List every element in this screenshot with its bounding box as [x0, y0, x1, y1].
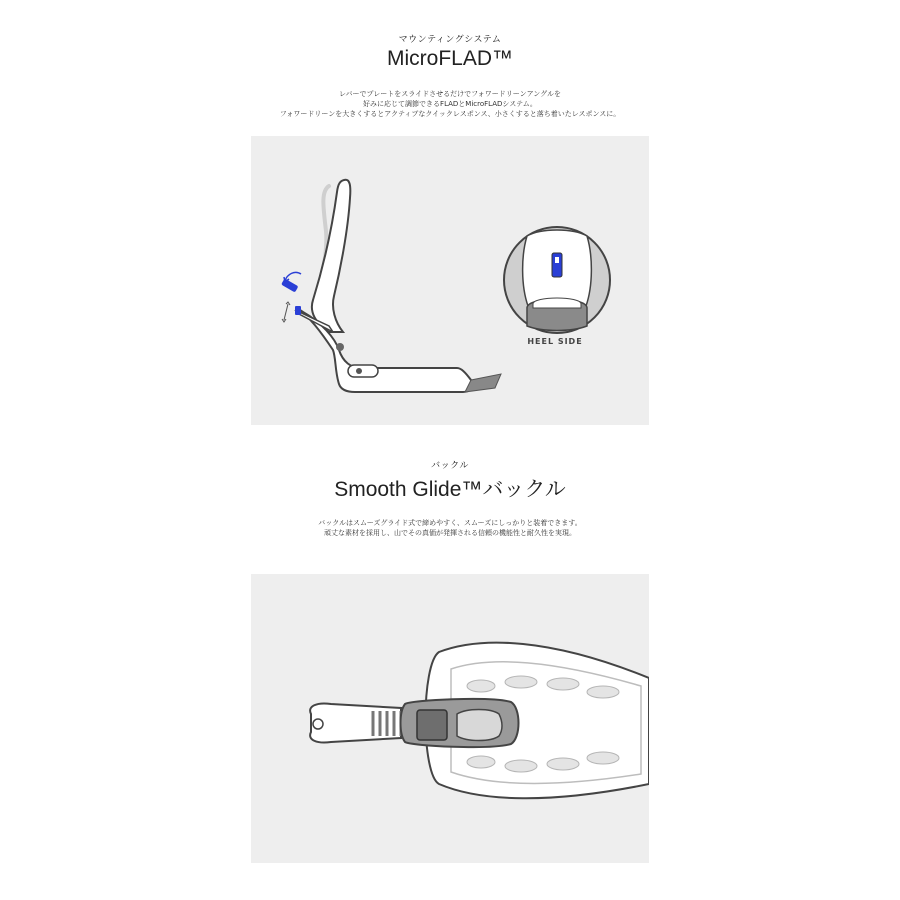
buckle-description — [0, 518, 900, 538]
microflad-description — [0, 89, 900, 119]
pivot-bolt — [336, 343, 344, 351]
binding-side-illustration — [251, 136, 649, 425]
buckle-window — [457, 710, 502, 741]
heel-side-label: HEEL SIDE — [527, 337, 583, 346]
buckle-header — [0, 458, 900, 503]
buckle-title: Smooth Glide™バックル — [334, 478, 566, 501]
ladder-hole — [313, 719, 323, 729]
buckle-illustration — [251, 574, 649, 863]
microflad-eyebrow: マウンティングシステム — [398, 35, 502, 45]
microflad-adjuster — [295, 306, 301, 315]
description-line: レバーでプレートをスライドさせるだけでフォワードリーンアングルを — [339, 90, 561, 98]
buckle-lever — [417, 710, 447, 740]
microflad-title: MicroFLAD™ — [386, 47, 513, 70]
buckle-illustration-panel — [251, 574, 649, 863]
description-line: バックルはスムーズグライド式で締めやすく、スムーズにしっかりと装着できます。 — [318, 519, 582, 527]
heel-lever-window — [555, 257, 559, 263]
microflad-illustration-panel — [251, 136, 649, 425]
disk-bolt — [356, 368, 362, 374]
toe-ramp — [465, 374, 501, 392]
heel-counter-rim — [533, 298, 581, 308]
disk-slot — [348, 365, 378, 377]
description-line: フォワードリーンを大きくするとアクティブなクイックレスポンス、小さくすると落ち着いたレスポンスに。 — [279, 110, 621, 118]
heel-lever-icon — [552, 253, 562, 277]
adjust-arrow-icon — [284, 304, 288, 320]
highback-shape — [312, 180, 350, 332]
microflad-lever — [281, 278, 298, 292]
microflad-header — [0, 32, 900, 71]
buckle-eyebrow: バックル — [431, 461, 469, 471]
description-line: 頑丈な素材を採用し、山でその真価が発揮される信頼の機能性と耐久性を実現。 — [324, 529, 576, 537]
description-line: 好みに応じて調節できるFLADとMicroFLADシステム。 — [363, 100, 537, 108]
heel-side-zoom — [504, 227, 610, 333]
